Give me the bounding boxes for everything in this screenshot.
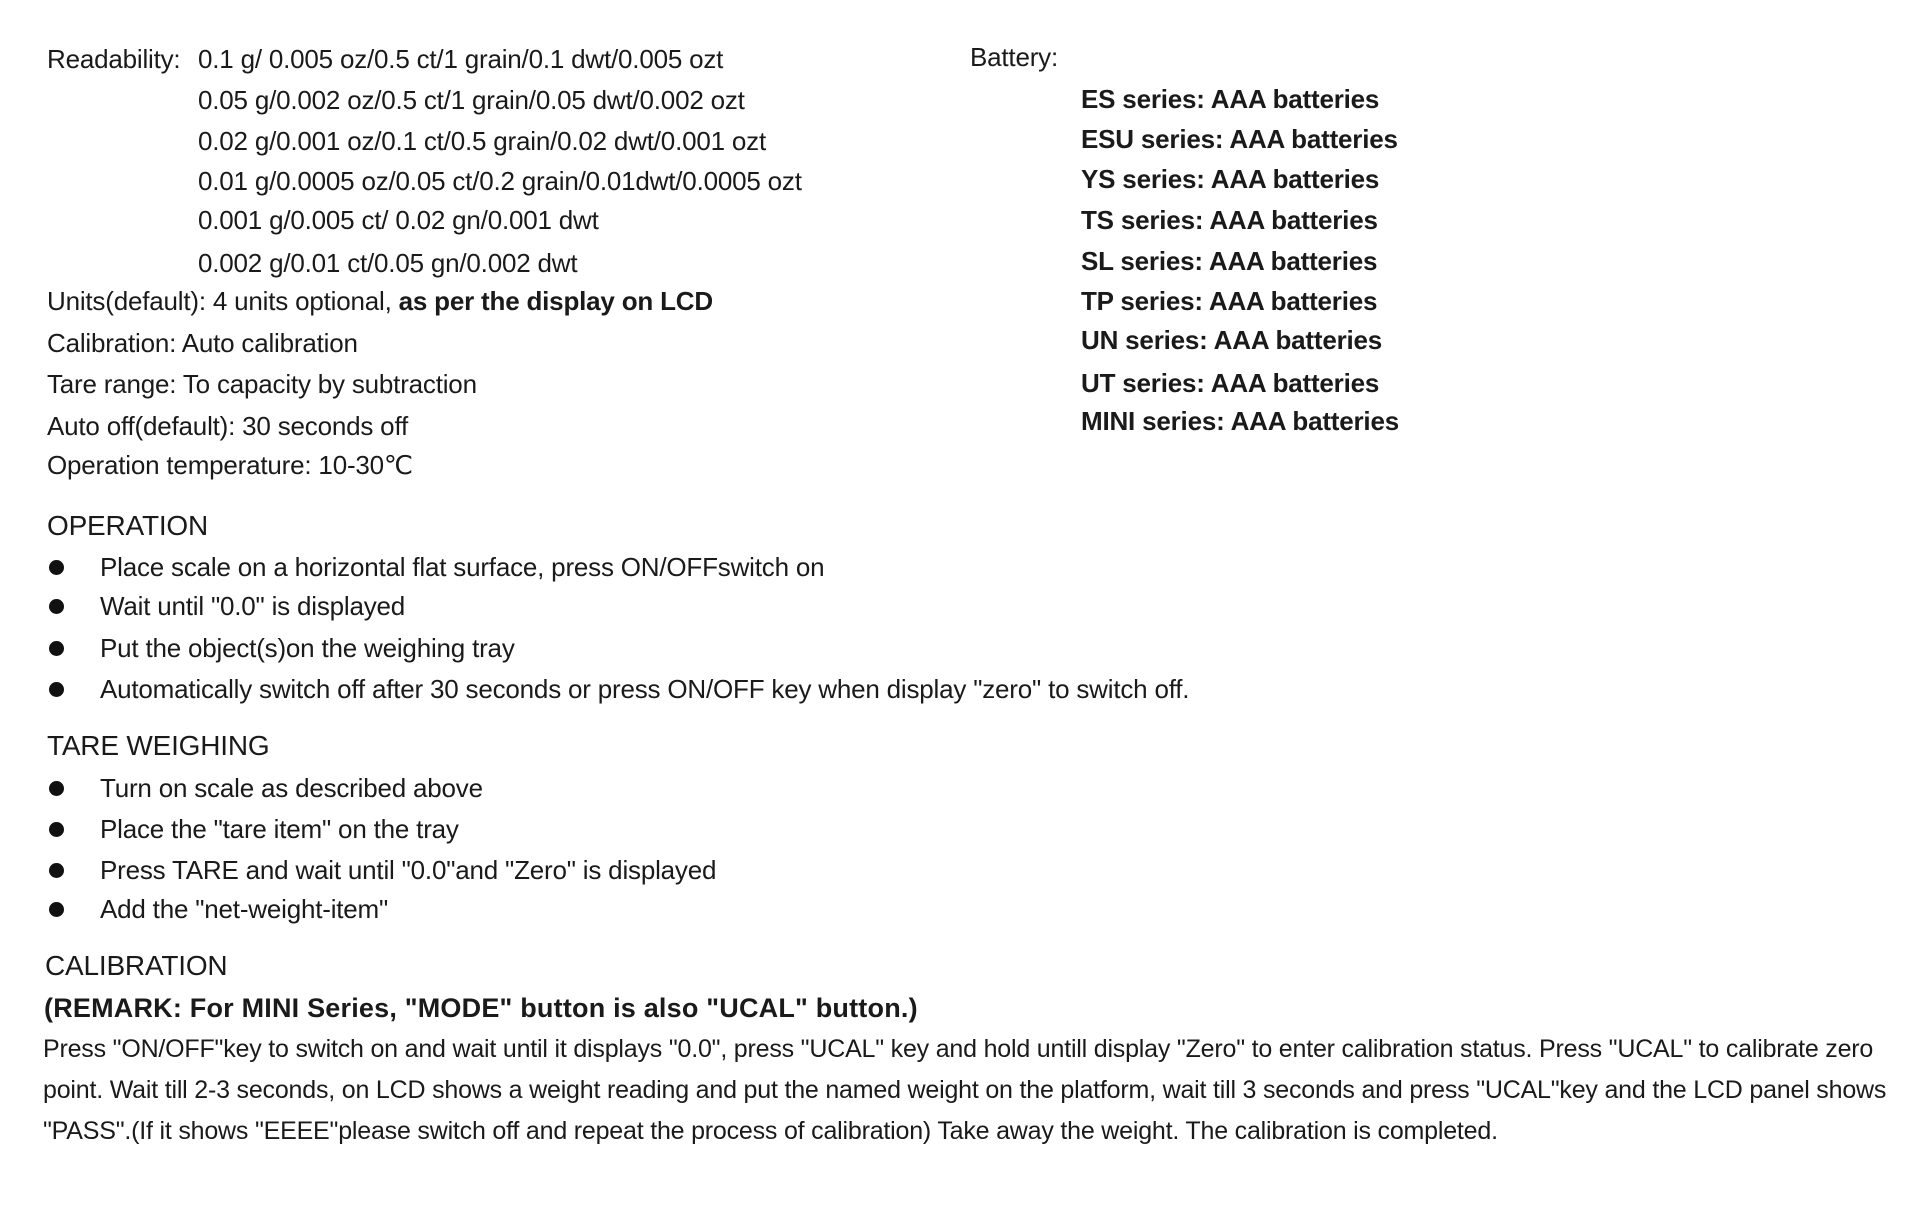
battery-item: UT series: AAA batteries xyxy=(1081,368,1380,398)
tare-step: Turn on scale as described above xyxy=(100,773,483,803)
bullet-icon xyxy=(49,902,64,917)
battery-item: YS series: AAA batteries xyxy=(1081,164,1380,194)
battery-item: ESU series: AAA batteries xyxy=(1081,124,1398,154)
operation-step: Automatically switch off after 30 seconds or press ON/OFF key when display "zero" to switch off. xyxy=(100,674,1190,704)
battery-label: Battery: xyxy=(970,42,1058,72)
auto-off-spec: Auto off(default): 30 seconds off xyxy=(47,411,409,441)
battery-item: UN series: AAA batteries xyxy=(1081,325,1383,355)
readability-line: 0.05 g/0.002 oz/0.5 ct/1 grain/0.05 dwt/0.002 ozt xyxy=(198,85,745,115)
tare-weighing-heading: TARE WEIGHING xyxy=(47,730,270,761)
readability-line: 0.01 g/0.0005 oz/0.05 ct/0.2 grain/0.01dwt/0.0005 ozt xyxy=(198,166,802,196)
operation-temperature-spec: Operation temperature: 10-30℃ xyxy=(47,450,413,480)
tare-step: Add the "net-weight-item" xyxy=(100,894,389,924)
battery-item: ES series: AAA batteries xyxy=(1081,84,1380,114)
battery-item: SL series: AAA batteries xyxy=(1081,246,1378,276)
bullet-icon xyxy=(49,781,64,796)
readability-line: 0.1 g/ 0.005 oz/0.5 ct/1 grain/0.1 dwt/0.005 ozt xyxy=(198,44,724,74)
readability-line: 0.001 g/0.005 ct/ 0.02 gn/0.001 dwt xyxy=(198,205,599,235)
battery-item: TP series: AAA batteries xyxy=(1081,286,1378,316)
operation-step: Wait until "0.0" is displayed xyxy=(100,591,406,621)
calibration-spec: Calibration: Auto calibration xyxy=(47,328,358,358)
tare-range-spec: Tare range: To capacity by subtraction xyxy=(47,369,477,399)
readability-line: 0.002 g/0.01 ct/0.05 gn/0.002 dwt xyxy=(198,248,578,278)
tare-step: Place the "tare item" on the tray xyxy=(100,814,459,844)
units-bold: as per the display on LCD xyxy=(398,286,713,316)
battery-item: MINI series: AAA batteries xyxy=(1081,406,1399,436)
bullet-icon xyxy=(49,682,64,697)
bullet-icon xyxy=(49,599,64,614)
bullet-icon xyxy=(49,560,64,575)
calibration-heading: CALIBRATION xyxy=(45,950,228,981)
operation-step: Put the object(s)on the weighing tray xyxy=(100,633,515,663)
operation-step: Place scale on a horizontal flat surface, press ON/OFFswitch on xyxy=(100,552,825,582)
units-spec xyxy=(47,285,713,317)
bullet-icon xyxy=(49,863,64,878)
bullet-icon xyxy=(49,641,64,656)
calibration-remark: (REMARK: For MINI Series, "MODE" button is also "UCAL" button.) xyxy=(44,993,918,1023)
calibration-body: Press "ON/OFF"key to switch on and wait until it displays "0.0", press "UCAL" key and hold untill display "Zero" to enter calibration status. Press "UCAL" to calibrate zero point. Wait till 2-3 seconds, on LCD shows a weight reading and put the named weight on the platform, wait till 3 seconds and press "UCAL"key and the LCD panel shows "PASS".(If it shows "EEEE"please switch off and repeat the process of calibration) Take away the weight. The calibration is completed. xyxy=(43,1035,1887,1145)
readability-line: 0.02 g/0.001 oz/0.1 ct/0.5 grain/0.02 dwt/0.001 ozt xyxy=(198,126,766,156)
tare-step: Press TARE and wait until "0.0"and "Zero" is displayed xyxy=(100,855,717,885)
units-prefix: Units(default): 4 units optional, xyxy=(47,286,392,316)
readability-label: Readability: xyxy=(47,44,181,74)
bullet-icon xyxy=(49,822,64,837)
operation-heading: OPERATION xyxy=(47,510,209,541)
battery-item: TS series: AAA batteries xyxy=(1081,205,1378,235)
